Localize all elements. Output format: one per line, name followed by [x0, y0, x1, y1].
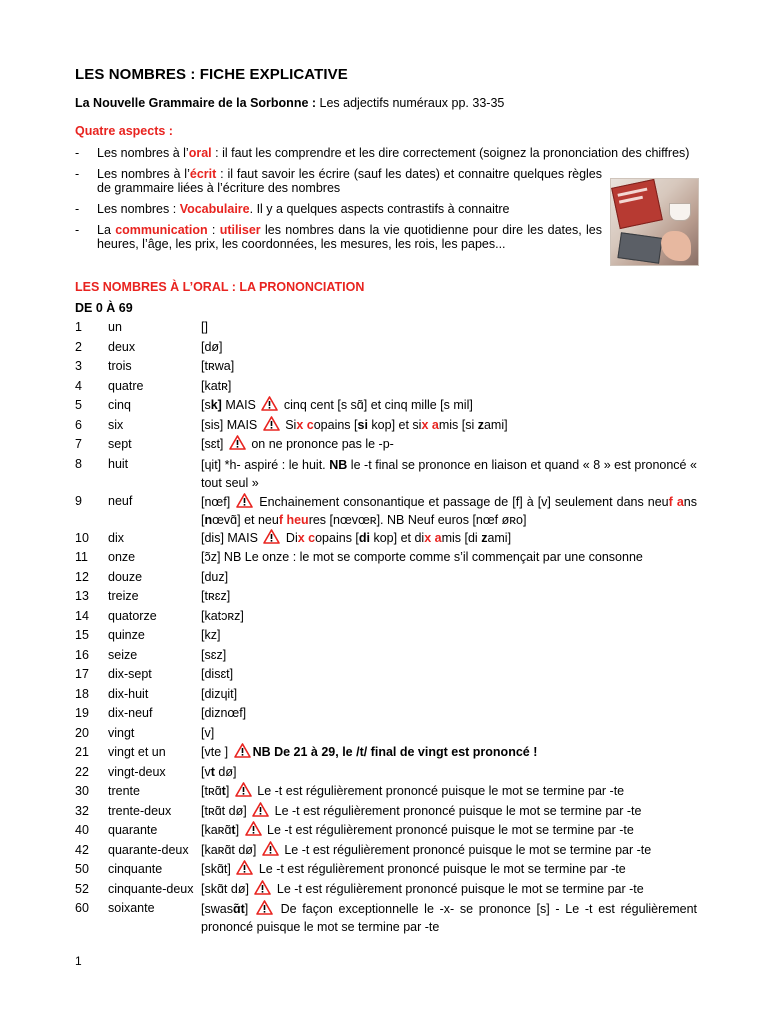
- ipa-bold: di: [358, 530, 370, 545]
- ipa-text: [ɥit] *h- aspiré : le huit.: [201, 457, 330, 472]
- table-row: [75, 568, 697, 588]
- ipa-bold: si: [357, 417, 368, 432]
- row-number: 40: [75, 823, 89, 837]
- page-number: 1: [75, 954, 82, 968]
- row-number: 20: [75, 725, 89, 740]
- row-word: dix-sept: [108, 667, 152, 681]
- row-pronunciation: [201, 529, 697, 549]
- bullet-dash: -: [75, 167, 80, 181]
- row-number: 18: [75, 686, 89, 701]
- row-word: dix-huit: [108, 686, 149, 701]
- note-text: Le -t est régulièrement prononcé puisque le mot se termine par -te: [263, 823, 634, 837]
- ipa-text: [vte ]: [201, 745, 232, 759]
- row-pronunciation: [201, 416, 697, 436]
- row-number: 1: [75, 320, 82, 334]
- row-word: neuf: [108, 493, 133, 508]
- warning-icon: [256, 900, 273, 915]
- row-pronunciation: [201, 743, 697, 763]
- row-word: dix-neuf: [108, 706, 153, 720]
- table-row: [75, 377, 697, 397]
- row-word: quatre: [108, 378, 144, 393]
- note-text: le -t final se prononce en liaison et quand « 8 » est prononcé « tout seul »: [201, 457, 697, 490]
- aspects-heading: Quatre aspects :: [75, 124, 173, 138]
- list-item: [75, 167, 602, 195]
- table-row: [75, 646, 697, 666]
- liaison-red: f heu: [278, 512, 309, 527]
- row-pronunciation: [katɔʀz]: [201, 608, 244, 623]
- table-row: [75, 782, 697, 802]
- table-row: [75, 685, 697, 705]
- bullet-dash: -: [75, 202, 80, 216]
- warning-icon: [262, 841, 279, 856]
- note-text: mis [si: [438, 417, 478, 432]
- row-word: vingt-deux: [108, 764, 166, 779]
- warning-icon: [229, 435, 246, 450]
- table-row: [75, 743, 697, 763]
- liaison-red: x c: [296, 417, 314, 432]
- warning-icon: [245, 821, 262, 836]
- row-word: seize: [108, 647, 138, 662]
- note-text: ami]: [483, 417, 508, 432]
- section-heading: LES NOMBRES À L’ORAL : LA PRONONCIATION: [75, 280, 365, 294]
- row-pronunciation: [kz]: [201, 628, 221, 642]
- list-item: [75, 146, 695, 160]
- row-pronunciation: [diznœf]: [201, 706, 247, 720]
- page-title: LES NOMBRES : FICHE EXPLICATIVE: [75, 66, 348, 83]
- note-text: Si: [281, 417, 297, 432]
- row-pronunciation: [201, 880, 697, 900]
- row-number: 2: [75, 339, 82, 354]
- row-pronunciation: [201, 396, 697, 416]
- note-text: kop] et di: [370, 530, 425, 545]
- ipa-text: [v: [201, 764, 211, 779]
- bullet-text: : il faut savoir les écrire (sauf les dates) et connaitre quelques règles de grammaire liées à l’écriture des nombres: [97, 167, 603, 195]
- ipa-text: [kaʀɑ̃t dø]: [201, 842, 260, 857]
- row-number: 22: [75, 764, 89, 779]
- book-cover-photo: [610, 178, 699, 266]
- row-number: 21: [75, 745, 89, 759]
- ipa-text: [sis] MAIS: [201, 417, 261, 432]
- table-row: [75, 880, 697, 900]
- note-text: Le -t est régulièrement prononcé puisque le mot se termine par -te: [255, 862, 626, 876]
- bullet-text: :: [207, 223, 220, 237]
- row-pronunciation: [ɔ̃z] NB Le onze : le mot se comporte comme s’il commençait par une consonne: [201, 550, 643, 564]
- cup-image: [669, 203, 691, 221]
- book-reference: [75, 96, 504, 110]
- table-row: [75, 435, 697, 455]
- note-text: Le -t est régulièrement prononcé puisque le mot se termine par -te: [273, 881, 644, 896]
- table-row: [75, 607, 697, 627]
- row-pronunciation: [duz]: [201, 569, 229, 584]
- book-title: La Nouvelle Grammaire de la Sorbonne :: [75, 96, 317, 110]
- row-number: 50: [75, 862, 89, 876]
- ipa-text: [swas: [201, 902, 233, 916]
- liaison-red: x a: [424, 530, 442, 545]
- row-word: cinquante: [108, 862, 163, 876]
- row-pronunciation: [201, 802, 697, 822]
- ipa-text: [sɛt]: [201, 437, 227, 451]
- row-number: 14: [75, 608, 89, 623]
- bullet-keyword: écrit: [189, 167, 217, 181]
- ipa-text: ]: [244, 902, 254, 916]
- numbers-table: [75, 318, 697, 936]
- row-number: 5: [75, 398, 82, 412]
- ipa-bold: n: [204, 512, 213, 527]
- note-text: Enchainement consonantique et passage de [f] à [v] seulement dans neu: [255, 494, 669, 509]
- row-number: 19: [75, 706, 89, 720]
- warning-icon: [252, 802, 269, 817]
- row-pronunciation: [v]: [201, 725, 215, 740]
- row-number: 15: [75, 628, 89, 642]
- row-number: 8: [75, 456, 82, 471]
- row-pronunciation: [disɛt]: [201, 667, 234, 681]
- ipa-text: k]: [210, 398, 222, 412]
- nb-label: NB: [329, 457, 348, 472]
- note-text: mil]: [449, 398, 473, 412]
- row-pronunciation: [201, 435, 697, 455]
- table-row: [75, 318, 697, 338]
- ipa-text: ]: [235, 823, 243, 837]
- bullet-keyword: communication: [115, 223, 208, 237]
- row-word: cinquante-deux: [108, 881, 194, 896]
- row-word: un: [108, 320, 122, 334]
- row-number: 30: [75, 784, 89, 798]
- row-pronunciation: [dizɥit]: [201, 686, 238, 701]
- row-pronunciation: []: [201, 320, 208, 334]
- bullet-dash: -: [75, 223, 80, 237]
- ipa-text: dø]: [214, 764, 237, 779]
- row-word: sept: [108, 437, 132, 451]
- table-row: [75, 626, 697, 646]
- table-row: [75, 548, 697, 568]
- row-number: 11: [75, 550, 88, 564]
- bullet-text: La: [97, 223, 116, 237]
- reference-text: Les adjectifs numéraux pp. 33-35: [316, 96, 505, 110]
- note-text: Di: [282, 530, 298, 545]
- liaison-red: x c: [297, 530, 316, 545]
- warning-icon: [234, 743, 251, 758]
- aspects-list: [75, 146, 695, 258]
- row-pronunciation: [sɛz]: [201, 647, 227, 662]
- bullet-keyword: oral: [188, 146, 212, 160]
- table-row: [75, 821, 697, 841]
- hand-image: [661, 231, 691, 261]
- note-text: Le -t est régulièrement prononcé puisque le mot se termine par -te: [280, 842, 652, 857]
- ipa-bold: ɑ̃t: [232, 902, 245, 916]
- note-text: Le -t est régulièrement prononcé puisque le mot se termine par -te: [271, 803, 642, 818]
- ipa-bold: t: [231, 823, 236, 837]
- row-pronunciation: [katʀ]: [201, 378, 232, 393]
- row-pronunciation: [201, 782, 697, 802]
- row-pronunciation: [dø]: [201, 339, 223, 354]
- row-pronunciation: [201, 841, 697, 861]
- ipa-text: [tʀɑ̃t dø]: [201, 803, 251, 818]
- row-pronunciation: [201, 455, 697, 492]
- table-row: [75, 802, 697, 822]
- table-row: [75, 492, 697, 529]
- ipa-text: [skɑ̃t]: [201, 862, 235, 876]
- table-row: [75, 587, 697, 607]
- row-number: 12: [75, 569, 89, 584]
- bullet-text: . Il y a quelques aspects contrastifs à connaitre: [249, 202, 510, 216]
- table-row: [75, 704, 697, 724]
- bullet-text: Les nombres à l’: [97, 146, 189, 160]
- note-text: ami]: [487, 530, 512, 545]
- note-text: cinq cent [s: [280, 398, 348, 412]
- row-number: 32: [75, 803, 89, 818]
- note-text: opains [: [315, 530, 359, 545]
- note-text: De façon exceptionnelle le -x- se prononce [s] - Le -t est régulièrement prononcé puisque le mot se termine par -te: [201, 902, 697, 934]
- note-text: mis [di: [441, 530, 482, 545]
- bullet-keyword: Vocabulaire: [179, 202, 250, 216]
- row-number: 6: [75, 417, 82, 432]
- calculator-image: [617, 232, 662, 264]
- row-word: vingt et un: [108, 745, 166, 759]
- list-item: [75, 202, 602, 216]
- row-word: vingt: [108, 725, 135, 740]
- warning-icon: [254, 880, 271, 895]
- warning-icon: [236, 860, 253, 875]
- book-image: [611, 179, 663, 229]
- bullet-text: Les nombres à l’: [97, 167, 190, 181]
- table-row: [75, 665, 697, 685]
- ipa-text: [kaʀɑ̃: [201, 823, 232, 837]
- row-word: trois: [108, 359, 132, 373]
- table-row: [75, 860, 697, 880]
- warning-icon: [236, 493, 253, 508]
- table-row: [75, 416, 697, 436]
- row-word: douze: [108, 569, 143, 584]
- row-number: 7: [75, 437, 82, 451]
- table-row: [75, 529, 697, 549]
- sub-heading: DE 0 À 69: [75, 301, 133, 315]
- ipa-bold: t: [210, 764, 215, 779]
- nb-note: NB De 21 à 29, le /t/ final de vingt est prononcé !: [252, 745, 538, 759]
- table-row: [75, 841, 697, 861]
- warning-icon: [263, 416, 280, 431]
- note-text: MAIS: [221, 398, 260, 412]
- table-row: [75, 724, 697, 744]
- row-number: 4: [75, 378, 82, 393]
- ipa-text: [tʀɑ̃: [201, 784, 222, 798]
- ipa-bold: t: [221, 784, 226, 798]
- bullet-text: Les nombres :: [97, 202, 180, 216]
- ipa-text: [s: [201, 398, 211, 412]
- row-number: 10: [75, 530, 89, 545]
- note-text: on ne prononce pas le -p-: [247, 437, 394, 451]
- ipa-text: [dis] MAIS: [201, 530, 262, 545]
- bullet-keyword: utiliser: [219, 223, 261, 237]
- ipa-text: [nœf]: [201, 494, 235, 509]
- row-number: 60: [75, 901, 89, 915]
- row-pronunciation: [201, 492, 697, 529]
- row-word: soixante: [108, 901, 155, 915]
- warning-icon: [263, 529, 280, 544]
- warning-icon: [235, 782, 252, 797]
- row-number: 17: [75, 667, 89, 681]
- row-word: cinq: [108, 398, 131, 412]
- row-number: 52: [75, 881, 89, 896]
- note-text: kop] et si: [367, 417, 422, 432]
- row-number: 16: [75, 647, 89, 662]
- row-word: six: [108, 417, 124, 432]
- liaison-red: x a: [421, 417, 439, 432]
- table-row: [75, 338, 697, 358]
- row-number: 13: [75, 589, 89, 603]
- note-text: œvɑ̃] et neu: [212, 512, 279, 527]
- row-number: 3: [75, 359, 82, 373]
- table-row: [75, 763, 697, 783]
- row-word: dix: [108, 530, 124, 545]
- ipa-text: [skɑ̃t dø]: [201, 881, 253, 896]
- table-row: [75, 396, 697, 416]
- ipa-bold: z: [477, 417, 484, 432]
- row-word: deux: [108, 339, 136, 354]
- row-word: quarante-deux: [108, 842, 189, 857]
- bullet-text: les nombres dans la vie quotidienne pour dire les dates, les heures, l’âge, les prix, les coordonnées, les mesures, les rois, les papes...: [97, 223, 602, 251]
- note-text: sɑ̃] et cinq mille [s: [347, 398, 450, 412]
- table-row: [75, 455, 697, 492]
- row-pronunciation: [201, 899, 697, 936]
- list-item: [75, 223, 602, 251]
- note-text: res [nœvœʀ]. NB Neuf euros [nœf øʀo]: [308, 512, 527, 527]
- ipa-text: ]: [225, 784, 233, 798]
- row-word: trente: [108, 784, 140, 798]
- row-pronunciation: [201, 860, 697, 880]
- note-text: Le -t est régulièrement prononcé puisque le mot se termine par -te: [253, 784, 625, 798]
- row-pronunciation: [201, 821, 697, 841]
- row-word: quarante: [108, 823, 158, 837]
- bullet-dash: -: [75, 146, 80, 160]
- bullet-text: : il faut les comprendre et les dire correctement (soignez la prononciation des chiffres): [211, 146, 690, 160]
- ipa-bold: z: [481, 530, 488, 545]
- row-word: treize: [108, 589, 139, 603]
- note-text: ns [: [201, 494, 697, 527]
- row-word: trente-deux: [108, 803, 172, 818]
- row-number: 9: [75, 493, 82, 508]
- table-row: [75, 899, 697, 936]
- table-row: [75, 357, 697, 377]
- liaison-red: f a: [668, 494, 684, 509]
- note-text: opains [: [313, 417, 358, 432]
- row-pronunciation: [201, 763, 697, 783]
- warning-icon: [261, 396, 278, 411]
- row-word: huit: [108, 456, 129, 471]
- row-word: quinze: [108, 628, 145, 642]
- row-number: 42: [75, 842, 89, 857]
- row-pronunciation: [tʀɛz]: [201, 589, 231, 603]
- row-word: quatorze: [108, 608, 157, 623]
- row-pronunciation: [tʀwa]: [201, 359, 235, 373]
- row-word: onze: [108, 550, 136, 564]
